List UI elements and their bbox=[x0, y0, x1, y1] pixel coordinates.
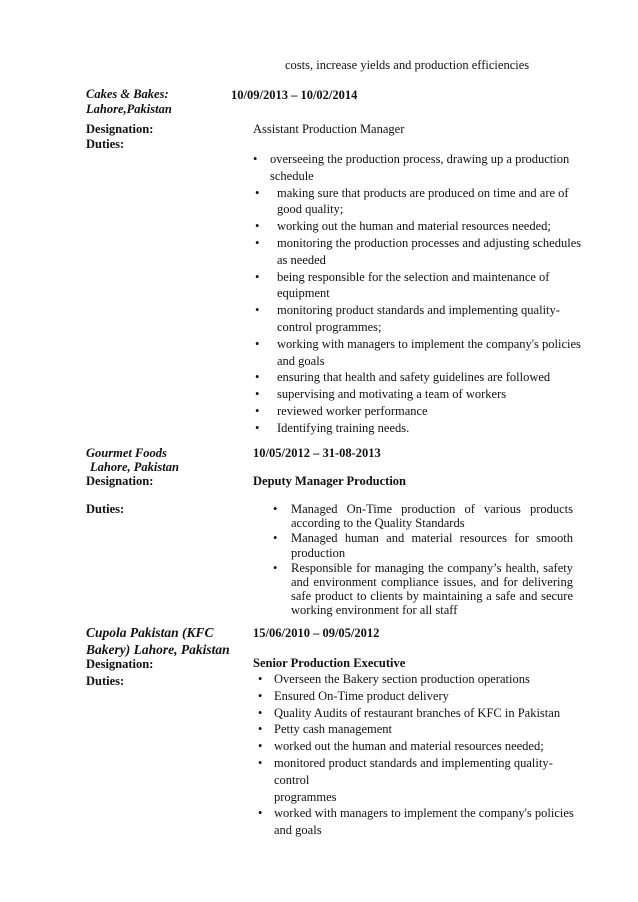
duties-list bbox=[258, 671, 588, 839]
duties-list bbox=[267, 502, 573, 619]
job-title: Senior Production Executive bbox=[253, 656, 406, 670]
list-item: • working out the human and material resources needed; bbox=[252, 218, 592, 235]
list-item: • Ensured On-Time product delivery bbox=[258, 688, 588, 705]
duties-label: Duties: bbox=[86, 137, 125, 151]
list-item: • monitored product standards and implementing quality-control programmes bbox=[258, 755, 588, 805]
list-item: • working with managers to implement the company's policies and goals bbox=[252, 336, 592, 370]
list-item: • ensuring that health and safety guidelines are followed bbox=[252, 369, 592, 386]
job-dates: 10/05/2012 – 31-08-2013 bbox=[253, 446, 381, 460]
company-location: Bakery) Lahore, Pakistan bbox=[86, 641, 230, 657]
duties-label: Duties: bbox=[86, 502, 125, 516]
job-title: Deputy Manager Production bbox=[253, 474, 407, 488]
list-item: • being responsible for the selection and maintenance of equipment bbox=[252, 269, 592, 303]
intro-line: costs, increase yields and production efficiencies bbox=[285, 58, 530, 72]
list-item: • Identifying training needs. bbox=[252, 420, 592, 437]
labels bbox=[86, 656, 153, 689]
list-item: • Responsible for managing the company’s health, safety and environment compliance issues, and for delivering safe product to clients by maintaining a safe and secure working environment for all staff bbox=[267, 561, 573, 618]
company-gourmet-foods bbox=[86, 446, 179, 474]
duties-list bbox=[252, 151, 592, 437]
company-name: Cupola Pakistan (KFC bbox=[86, 625, 214, 640]
list-item: • worked with managers to implement the company's policies and goals bbox=[258, 805, 588, 839]
duties-label: Duties: bbox=[86, 673, 125, 688]
company-name: Gourmet Foods bbox=[86, 446, 167, 460]
labels bbox=[86, 122, 153, 152]
designation-label: Designation: bbox=[86, 657, 154, 671]
list-item: • Quality Audits of restaurant branches of KFC in Pakistan bbox=[258, 705, 588, 722]
company-location: Lahore,Pakistan bbox=[86, 102, 172, 116]
list-item: • Managed On-Time production of various products according to the Quality Standards bbox=[267, 502, 573, 530]
job-title: Assistant Production Manager bbox=[253, 122, 405, 136]
list-item: • reviewed worker performance bbox=[252, 403, 592, 420]
list-item: • overseeing the production process, drawing up a production schedule bbox=[252, 151, 592, 185]
designation-label: Designation: bbox=[86, 474, 154, 488]
list-item: • Managed human and material resources for smooth production bbox=[267, 531, 573, 559]
list-item: • Petty cash management bbox=[258, 721, 588, 738]
list-item: • monitoring product standards and implementing quality- control programmes; bbox=[252, 302, 592, 336]
list-item: • supervising and motivating a team of workers bbox=[252, 386, 592, 403]
company-location: Lahore, Pakistan bbox=[90, 460, 179, 474]
company-cupola-pakistan bbox=[86, 625, 230, 658]
list-item: • worked out the human and material resources needed; bbox=[258, 738, 588, 755]
job-dates: 15/06/2010 – 09/05/2012 bbox=[253, 626, 380, 640]
list-item: • monitoring the production processes and adjusting schedules as needed bbox=[252, 235, 592, 269]
job-dates: 10/09/2013 – 10/02/2014 bbox=[231, 88, 358, 102]
list-item: • making sure that products are produced on time and are of good quality; bbox=[252, 185, 592, 219]
company-name: Cakes & Bakes: bbox=[86, 87, 169, 101]
designation-label: Designation: bbox=[86, 122, 154, 136]
list-item: • Overseen the Bakery section production operations bbox=[258, 671, 588, 688]
company-cakes-bakes bbox=[86, 87, 172, 117]
